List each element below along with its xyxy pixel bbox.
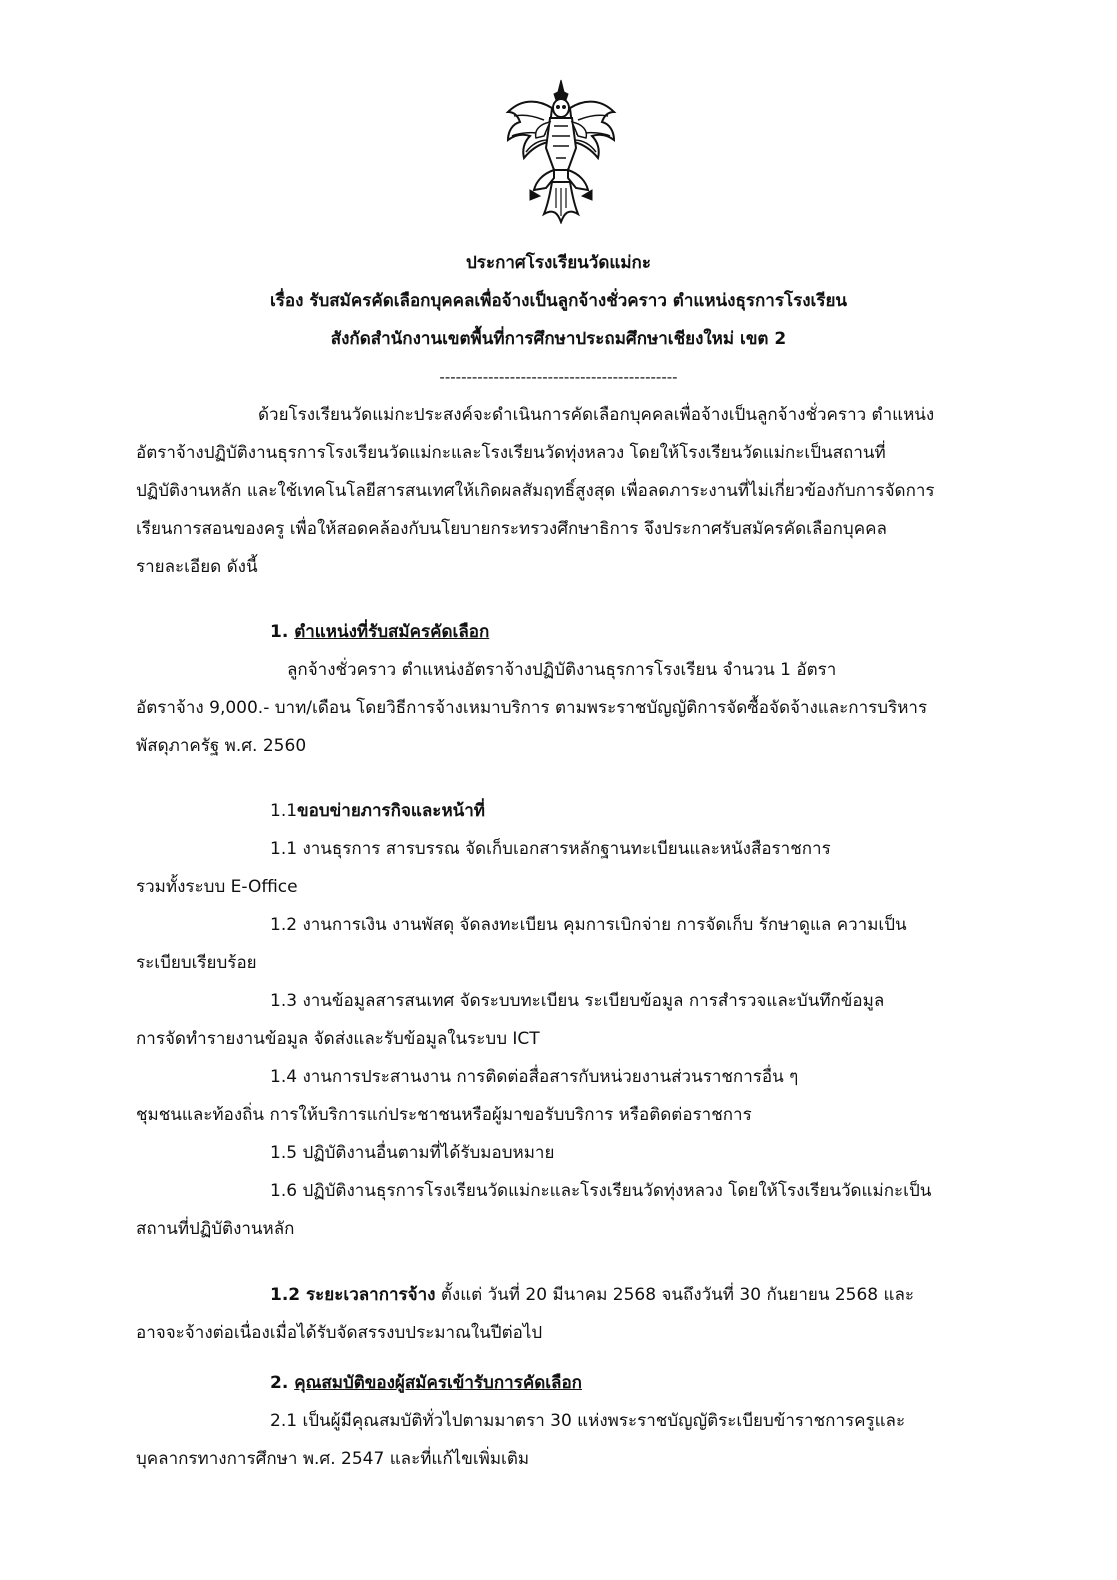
duty-item: 1.3 งานข้อมูลสารสนเทศ จัดระบบทะเบียน ระเบียบข้อมูล การสำรวจและบันทึกข้อมูล <box>270 991 885 1011</box>
intro-line: เรียนการสอนของครู เพื่อให้สอดคล้องกับนโยบายกระทรวงศึกษาธิการ จึงประกาศรับสมัครคัดเลือกบุคคล <box>136 519 887 539</box>
duties-prefix: 1.1 <box>270 801 298 821</box>
section2-cont: บุคลากรทางการศึกษา พ.ศ. 2547 และที่แก้ไขเพิ่มเติม <box>136 1449 530 1469</box>
announcement-subject: เรื่อง รับสมัครคัดเลือกบุคคลเพื่อจ้างเป็นลูกจ้างชั่วคราว ตำแหน่งธุรการโรงเรียน <box>269 291 848 311</box>
section1-number: 1. <box>270 622 289 642</box>
duty-item-cont: สถานที่ปฏิบัติงานหลัก <box>136 1219 295 1239</box>
duty-item: 1.4 งานการประสานงาน การติดต่อสื่อสารกับหน่วยงานส่วนราชการอื่น ๆ <box>270 1067 799 1087</box>
duties-title: ขอบข่ายภารกิจและหน้าที่ <box>297 801 486 821</box>
intro-line: ด้วยโรงเรียนวัดแม่กะประสงค์จะดำเนินการคัดเลือกบุคคลเพื่อจ้างเป็นลูกจ้างชั่วคราว ตำแหน่ง <box>258 405 935 425</box>
period-text: ตั้งแต่ วันที่ 20 มีนาคม 2568 จนถึงวันที่ 30 กันยายน 2568 และ <box>435 1285 915 1305</box>
duty-item-cont: การจัดทำรายงานข้อมูล จัดส่งและรับข้อมูลในระบบ ICT <box>136 1029 540 1049</box>
section1-heading <box>270 619 489 645</box>
section1-title: ตำแหน่งที่รับสมัครคัดเลือก <box>294 622 490 642</box>
section2-line: 2.1 เป็นผู้มีคุณสมบัติทั่วไปตามมาตรา 30 แห่งพระราชบัญญัติระเบียบข้าราชการครูและ <box>270 1411 906 1431</box>
duty-item: 1.1 งานธุรการ สารบรรณ จัดเก็บเอกสารหลักฐานทะเบียนและหนังสือราชการ <box>270 839 831 859</box>
intro-line: รายละเอียด ดังนี้ <box>136 557 258 577</box>
header-separator: -------------------------------------------- <box>439 368 678 386</box>
duty-item: 1.5 ปฏิบัติงานอื่นตามที่ได้รับมอบหมาย <box>270 1143 555 1163</box>
period-cont: อาจจะจ้างต่อเนื่องเมื่อได้รับจัดสรรงบประมาณในปีต่อไป <box>136 1323 543 1343</box>
announcement-office: สังกัดสำนักงานเขตพื้นที่การศึกษาประถมศึกษาเชียงใหม่ เขต 2 <box>330 329 787 349</box>
period-line <box>270 1282 914 1308</box>
duties-heading <box>270 798 485 824</box>
duty-item-cont: ระเบียบเรียบร้อย <box>136 953 257 973</box>
period-heading: 1.2 ระยะเวลาการจ้าง <box>270 1285 436 1305</box>
section2-title: คุณสมบัติของผู้สมัครเข้ารับการคัดเลือก <box>294 1373 582 1393</box>
duty-item: 1.6 ปฏิบัติงานธุรการโรงเรียนวัดแม่กะและโรงเรียนวัดทุ่งหลวง โดยให้โรงเรียนวัดแม่กะเป็น <box>270 1181 932 1201</box>
announcement-title: ประกาศโรงเรียนวัดแม่กะ <box>466 253 651 273</box>
section1-line: พัสดุภาครัฐ พ.ศ. 2560 <box>136 736 307 756</box>
garuda-emblem-icon <box>500 78 622 224</box>
intro-line: อัตราจ้างปฏิบัติงานธุรการโรงเรียนวัดแม่กะและโรงเรียนวัดทุ่งหลวง โดยให้โรงเรียนวัดแม่กะเป็นสถานที่ <box>136 443 886 463</box>
section1-line: ลูกจ้างชั่วคราว ตำแหน่งอัตราจ้างปฏิบัติงานธุรการโรงเรียน จำนวน 1 อัตรา <box>287 660 837 680</box>
intro-line: ปฏิบัติงานหลัก และใช้เทคโนโลยีสารสนเทศให้เกิดผลสัมฤทธิ์สูงสุด เพื่อลดภาระงานที่ไม่เกี่ยวข้องกับการจัดการ <box>136 481 935 501</box>
section2-heading <box>270 1370 582 1396</box>
section2-number: 2. <box>270 1373 289 1393</box>
duty-item: 1.2 งานการเงิน งานพัสดุ จัดลงทะเบียน คุมการเบิกจ่าย การจัดเก็บ รักษาดูแล ความเป็น <box>270 915 907 935</box>
section1-line: อัตราจ้าง 9,000.- บาท/เดือน โดยวิธีการจ้างเหมาบริการ ตามพระราชบัญญัติการจัดซื้อจัดจ้างและการบริหาร <box>136 698 928 718</box>
duty-item-cont: รวมทั้งระบบ E-Office <box>136 877 298 897</box>
duty-item-cont: ชุมชนและท้องถิ่น การให้บริการแก่ประชาชนหรือผู้มาขอรับบริการ หรือติดต่อราชการ <box>136 1105 752 1125</box>
